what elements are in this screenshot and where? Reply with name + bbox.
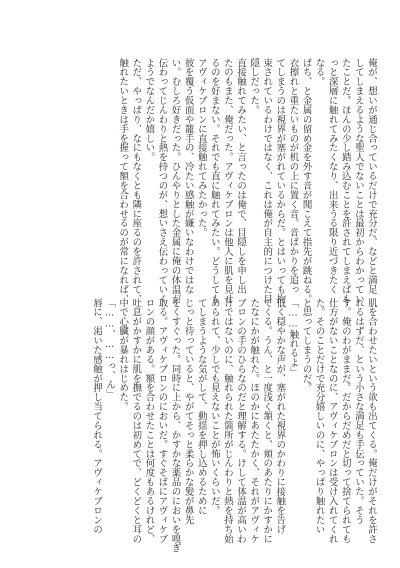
text-column: 衣擦れと重たいものが机の上に置く音。音ばかりを追っ — [287, 58, 299, 294]
text-column: 唇に、渇いた感触が押し当てられる。アヴィケブロンの — [91, 298, 103, 534]
text-column: 「……、……っ、ん」 — [104, 298, 116, 399]
text-column: ぱち、と金属の留め金を外す音が聞こえて指先が跳ねる。 — [300, 58, 312, 304]
text-column: てくる。うん、と一度浅く頷くと、頬のあたりにかすかに — [261, 298, 273, 544]
text-column: ようでなんだか嬉しい。 — [143, 58, 155, 162]
text-column: アヴィケブロンに直接触れてみたかった。 — [195, 58, 207, 238]
upper-text-block — [117, 58, 378, 304]
text-column: をくすぐった。同時に上から、かすかな薬品のにおいを嗅ぎ — [169, 298, 181, 553]
text-column: るのを好まない。それでも直に触れてみたい。どうしても — [208, 58, 220, 304]
text-column: と思ってしまうのだ。 — [300, 298, 312, 393]
lower-text-block — [91, 298, 378, 553]
text-column: 中で心臓が暴れはじめた。 — [117, 298, 129, 412]
text-column: なる。 — [313, 58, 325, 87]
text-column: けではないのに、触れられた箇所がじんわりと熱を持ち始 — [221, 298, 233, 544]
text-column: 吐息がかすかに肌を撫でるのは初めてで、どくどくと耳の — [130, 298, 142, 544]
text-column: 束されているわけではなく、これは俺が自主的につけた目 — [261, 58, 273, 304]
text-column: ロンの顔がある。額を合わせたことは何度もあるけれど、 — [143, 298, 155, 544]
text-column: たなにかが触れた。ほのかにあたたかく、それがアヴィケ — [248, 298, 260, 544]
text-column: 伝わってじんわりと熱を持つのが、想いさえ伝わっていく — [156, 58, 168, 304]
text-column: 取る。アヴィケブロンのにおいだ。すぐそばにアヴィケブ — [156, 298, 168, 544]
text-column: たのもまた、俺だった。アヴィケブロンは他人に肌を見せ — [221, 58, 233, 304]
text-column: たことだ。ほんの少し踏み込むことを許されてしまえばも — [339, 58, 351, 304]
text-column: められて、少しでも見えないことが怖いくらいだ。 — [208, 298, 220, 516]
text-column: れるはずだ、という小さな満足も手伝っていた。そう — [352, 298, 364, 525]
text-column: てしまうのは視界が塞がれているからだ。とはいっても拘 — [274, 58, 286, 304]
text-column: ただ、やっぱり、なにもなくとも隣に座るのを許されて、 — [130, 58, 142, 304]
text-column: 彼を覆う仮面や籠手の、冷たい感触が嫌いなわけではな — [182, 58, 194, 294]
text-column: 肌を合わせたいという欲も出てくる。俺だけがそれを許さ — [366, 298, 377, 544]
text-column: 低く穏やかな声が、塞がれた視界のかわりに接触を告げ — [274, 298, 286, 534]
text-column: い。むしろ好きだった。ひんやりとした金属に俺の体温が — [169, 58, 181, 304]
text-column: じっと待っていると、やがてそっと柔らかな髪が鼻先 — [182, 298, 194, 525]
text-column: す。俺のわがままだ。だからだめだと切って捨てられても — [339, 298, 351, 544]
text-column: してしまえるような聖人でないことは最初からわかってい — [352, 58, 364, 304]
text-column: 俺が、想いが通じ合っているだけで充分だ、などと満足 — [366, 58, 377, 294]
text-column: 触れたいときは手を握って額を合わせるのが常になれば、 — [117, 58, 129, 304]
text-column: た。そのことだけで充分嬉しいのに、やっぱり触れたい — [313, 298, 325, 534]
text-column: ブロンの手のひらなのだと理解する。けして体温が高いわ — [235, 298, 247, 544]
text-column: 直接触れてみたい、と言ったのは俺で、目隠しを申し出 — [235, 58, 247, 294]
text-column: っと深層に触れてみたくなり、出来うる限り近づきたく — [326, 58, 338, 294]
text-column: 「……触れるよ」 — [287, 298, 299, 377]
text-column: 隠しだった。 — [248, 58, 260, 115]
text-column: 仕方がないことなのに、アヴィケブロンは受け入れてくれ — [326, 298, 338, 544]
text-column: てしまうような気がして、動揺を押し込めるために — [195, 298, 207, 516]
